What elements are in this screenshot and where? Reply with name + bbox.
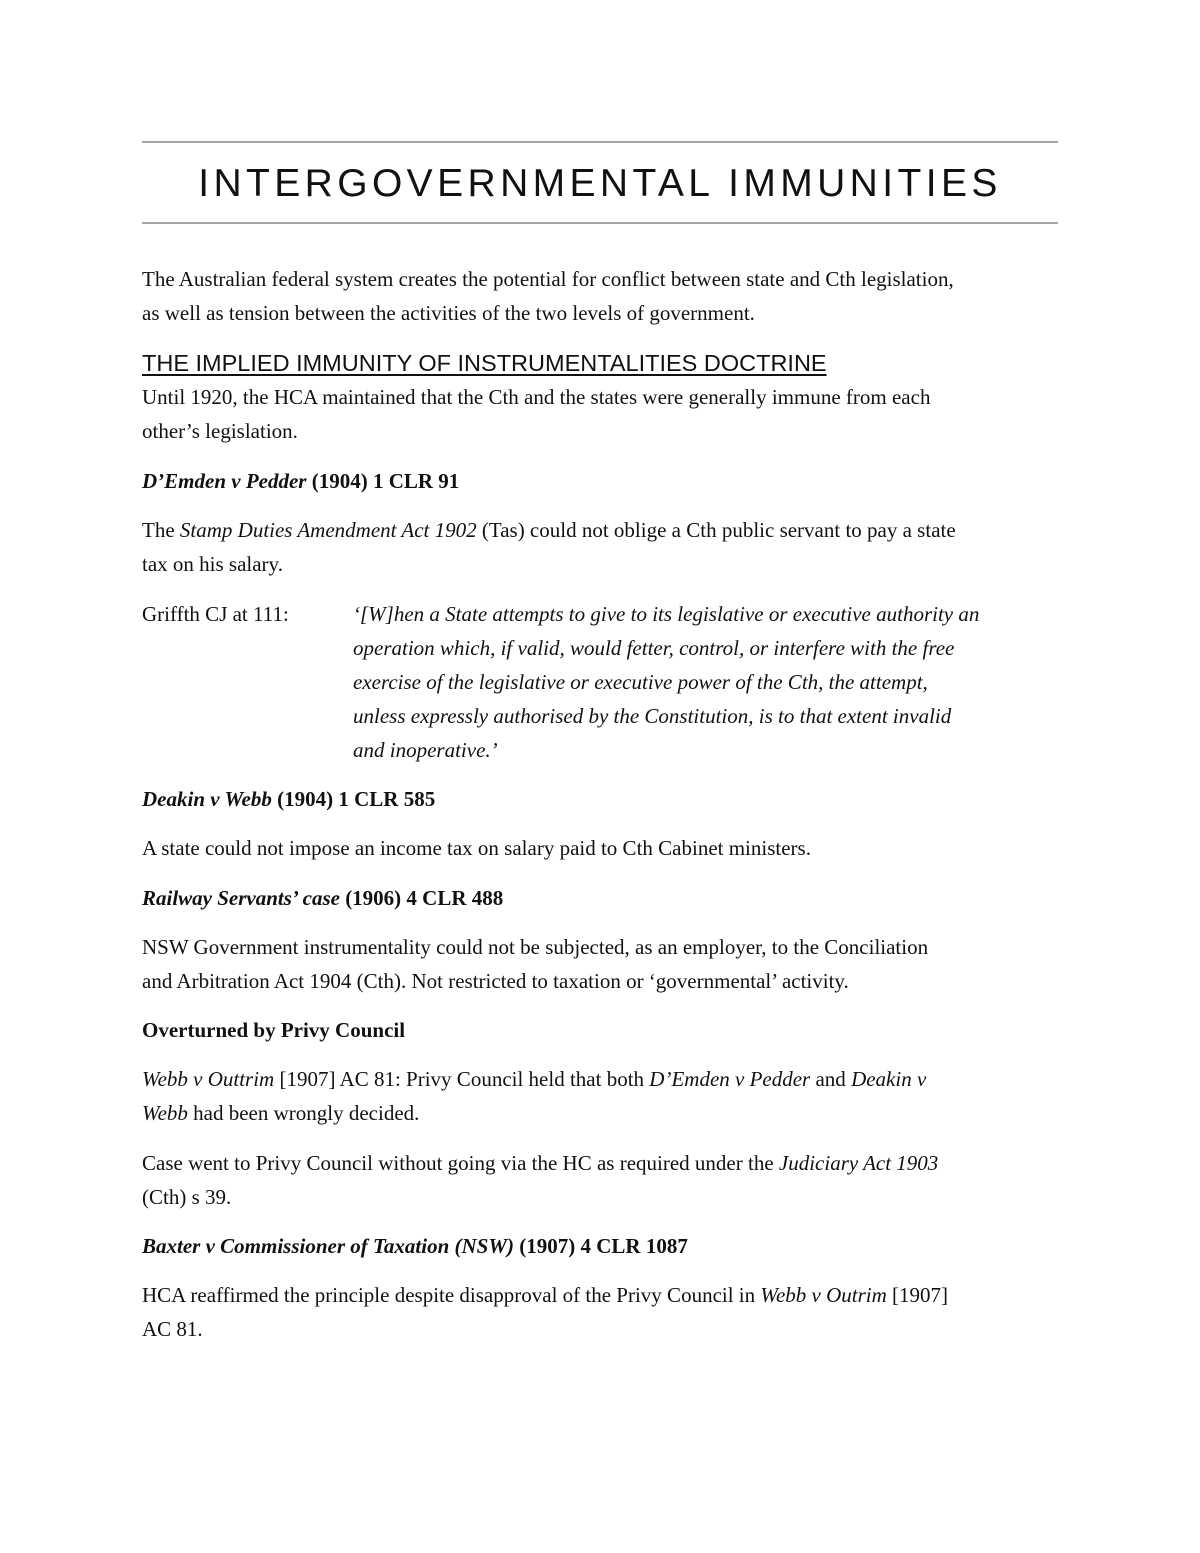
section-intro-paragraph — [142, 380, 1058, 448]
section-intro-line-1: Until 1920, the HCA maintained that the Cth and the states were generally immune from each — [142, 385, 931, 409]
text-fragment: (Tas) could not oblige a Cth public servant to pay a state — [476, 518, 956, 542]
case-text-railway — [142, 930, 1058, 998]
quote-line: exercise of the legislative or executive power of the Cth, the attempt, — [353, 670, 928, 694]
case-name: D’Emden v Pedder — [142, 469, 307, 493]
case-name: Baxter v Commissioner of Taxation (NSW) — [142, 1234, 515, 1258]
text-fragment: tax on his salary. — [142, 552, 283, 576]
quote-line: ‘[W]hen a State attempts to give to its legislative or executive authority an — [353, 602, 980, 626]
privy-council-paragraph-2 — [142, 1146, 1058, 1214]
text-fragment: [1907] — [886, 1283, 949, 1307]
case-heading-railway — [142, 881, 1058, 915]
page-title: INTERGOVERNMENTAL IMMUNITIES — [198, 162, 1002, 205]
section-heading: THE IMPLIED IMMUNITY OF INSTRUMENTALITIES DOCTRINE — [142, 350, 827, 376]
case-name: Deakin v — [851, 1067, 927, 1091]
case-name: Webb v Outtrim — [142, 1067, 275, 1091]
quote-line: and inoperative.’ — [353, 738, 498, 762]
quote-line: unless expressly authorised by the Constitution, is to that extent invalid — [353, 704, 952, 728]
case-heading-baxter — [142, 1229, 1058, 1263]
privy-council-heading: Overturned by Privy Council — [142, 1018, 406, 1042]
case-heading-deakin — [142, 782, 1058, 816]
title-top-rule — [142, 141, 1058, 143]
intro-line-1: The Australian federal system creates the potential for conflict between state and Cth legislation, — [142, 267, 954, 291]
case-name: Webb — [142, 1101, 188, 1125]
case-name: D’Emden v Pedder — [649, 1067, 811, 1091]
case-text-baxter — [142, 1278, 1058, 1346]
text-fragment: and — [810, 1067, 852, 1091]
case-name: Deakin v Webb — [142, 787, 272, 811]
text-fragment: HCA reaffirmed the principle despite disapproval of the Privy Council in — [142, 1283, 761, 1307]
case-name: Railway Servants’ case — [142, 886, 340, 910]
intro-line-2: as well as tension between the activities of the two levels of government. — [142, 301, 755, 325]
act-name: Stamp Duties Amendment Act 1902 — [179, 518, 477, 542]
text-fragment: NSW Government instrumentality could not be subjected, as an employer, to the Conciliation — [142, 935, 929, 959]
act-name: Judiciary Act 1903 — [778, 1151, 939, 1175]
case-text-deakin: A state could not impose an income tax on salary paid to Cth Cabinet ministers. — [142, 836, 811, 860]
text-fragment: The — [142, 518, 180, 542]
case-heading-demden — [142, 464, 1058, 498]
block-quote — [353, 597, 1058, 767]
text-fragment: (Cth) s 39. — [142, 1185, 232, 1209]
case-citation: (1907) 4 CLR 1087 — [514, 1234, 688, 1258]
quote-attribution: Griffth CJ at 111: — [142, 602, 289, 626]
text-fragment: Case went to Privy Council without going via the HC as required under the — [142, 1151, 779, 1175]
case-citation: (1904) 1 CLR 585 — [271, 787, 436, 811]
intro-paragraph — [142, 262, 1058, 330]
case-citation: (1904) 1 CLR 91 — [306, 469, 460, 493]
text-fragment: had been wrongly decided. — [187, 1101, 420, 1125]
privy-council-paragraph — [142, 1062, 1058, 1130]
text-fragment: and Arbitration Act 1904 (Cth). Not restricted to taxation or ‘governmental’ activity. — [142, 969, 849, 993]
title-bottom-rule — [142, 222, 1058, 224]
text-fragment: AC 81. — [142, 1317, 203, 1341]
quote-line: operation which, if valid, would fetter, control, or interfere with the free — [353, 636, 955, 660]
case-citation: (1906) 4 CLR 488 — [339, 886, 504, 910]
text-fragment: [1907] AC 81: Privy Council held that both — [274, 1067, 650, 1091]
case-text-demden — [142, 513, 1058, 581]
case-name: Webb v Outrim — [760, 1283, 887, 1307]
section-intro-line-2: other’s legislation. — [142, 419, 298, 443]
